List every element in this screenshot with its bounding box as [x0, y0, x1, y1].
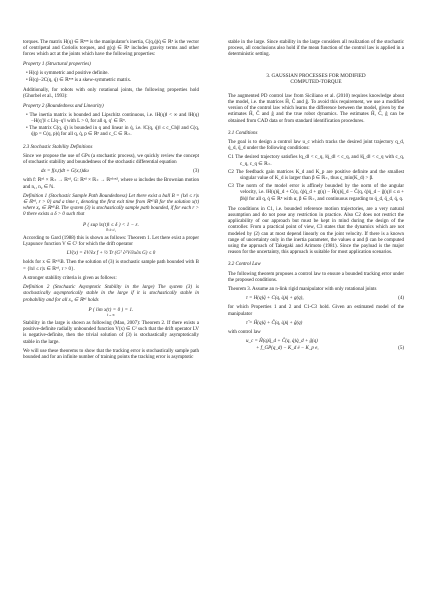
- paragraph: Since we propose the use of GPs (a stochastic process), we quickly review the concept of stochastic stability and boundedness of the stochastic differential equation: [23, 153, 199, 166]
- probability-equation: [23, 223, 199, 232]
- equation-body: τ = H(q)q̈ + C(q, q̇)q̇ + g(q),: [246, 296, 304, 302]
- equation-number: (5): [398, 345, 404, 351]
- equation-body: LV(x) = ∂V/∂x f + ½ Tr (Gᵀ ∂²V/∂x∂x G) ≤ 0: [66, 251, 156, 257]
- paragraph: The conditions in C1, i.e. bounded reference motion trajectories, are a very natural assumption and do not pose any restriction in practice. Also C2 does not restrict the applicability of our approach but must be kept in mind during the design of the controller. From a practical point of view, C3 states that the dynamics which are not modeled by (2) can at most depend linearly on the joint velocity. If there is a known range of uncertainty only in the inertia parameter, the values α and β can be computed using the approach of Takegaki and Arimoto (1981). Since the payload is the major reason for the uncertainty, this approach is suitable for most application scenarios.: [228, 206, 404, 256]
- paragraph: Additionally, for robots with only rotational joints, the following properties hold (Ghorbel et al., 1993):: [23, 88, 199, 100]
- list-item: • The inertia matrix is bounded and Lipschitz continuous, i.e. ‖H(q)‖ < ∞ and ‖H(q)−H(q′)‖ ≤ L‖q−q′‖ with L > 0, for all q, q′ ∈ ℝⁿ.: [23, 113, 199, 125]
- condition-item: C1 The desired trajectory satisfies ‖q_d‖ < c_q, ‖q̇_d‖ < c_q, and ‖q̈_d‖ < c_q with c_q, c_q, c_q ∈ ℝ₊.: [228, 155, 404, 167]
- section-heading-line: COMPUTED-TORQUE: [290, 79, 342, 86]
- paragraph: with f: ℝⁿ¹ × ℝ₊ → ℝⁿ¹, G: ℝⁿ¹ × ℝ₊ → ℝⁿ¹ˣⁿ², where ω includes the Brownian motion and n₁, n₂ ∈ ℕ.: [23, 178, 199, 190]
- equation-subscript: t→∞: [107, 312, 115, 317]
- subsection-heading: 3.1 Conditions: [228, 130, 258, 136]
- list-item: • H(q) is symmetric and positive definite.: [23, 71, 199, 77]
- property-title: Property 2 (Boundedness and Linearity): [23, 103, 104, 109]
- paragraph: The augmented PD control law from Siciliano et al. (2010) requires knowledge about the model, i.e. the matrices Ĥ, Ĉ and ĝ. To avoid this requirement, we use a modified version of the control law which learns the difference between the model, given by the estimates Ĥ, Ĉ and ĝ and the true robot dynamics. The estimates Ĥ, Ĉ, ĝ can be obtained from CAD data or from standard identification procedures.: [228, 93, 404, 124]
- list-item: • The matrix C(q, q̇) is bounded in q and linear in q̇, i.e. ‖C(q, q̇)‖ ≤ c_C‖q̇‖ and C(q, q̇)p = C(q, p)q̇ for all q, q̇, p ∈ ℝⁿ and c_C ∈ ℝ₊.: [23, 126, 199, 138]
- equation-number: (3): [193, 169, 199, 175]
- definition: Definition 1 (Stochastic Sample Path Boundedness) Let there exist a ball B = {‖x‖ ≤ r|x ∈ ℝⁿ¹, r > 0} and a time t₁ denoting the first exit time from ℝⁿ¹\B for the solution x(t) where x₀ ∈ ℝⁿ¹\B. The system (3) is stochastically sample path bounded, if for each r > 0 there exists a δ > 0 such that: [23, 193, 199, 218]
- paragraph: A stronger stability criteria is given as follows:: [23, 275, 117, 281]
- subsection-heading: 2.3 Stochastic Stability Definitions: [23, 144, 93, 150]
- equation-subscript: 0≤t≤t₁: [105, 227, 117, 232]
- equation-body: dx = f(x,t)dt + G(x,t)dω: [41, 169, 89, 175]
- equation-body: u_c = Ĥ(q)q̈_d + Ĉ(q, q̇)q̇_d + ĝ(q): [246, 339, 318, 345]
- paragraph: According to Gard (1988) this is shown as follows: Theorem 1. Let there exist a proper Lyapunov function V ∈ C² for which the drift operator: [23, 235, 199, 248]
- paragraph: for which Properties 1 and 2 and C1-C3 hold. Given an estimated model of the manipulator: [228, 305, 404, 317]
- equation: [228, 296, 404, 302]
- paragraph: Stability in the large is shown as following (Mao, 2007): Theorem 2. If there exists a positive-definite radially unbounded function V(x) ∈ C² such that the drift operator LV is negative-definite, then the trivial solution of (3) is stochastically asymptotically stable in the large.: [23, 320, 199, 345]
- property-title: Property 1 (Structural properties): [23, 61, 91, 67]
- equation: [23, 251, 199, 257]
- definition: Definition 2 (Stochastic Asymptotic Stability in the large) The system (3) is stochastically asymptotically stable in the large if it is stochastically stable in probability and for all x₀ ∈ ℝⁿ¹ holds: [23, 285, 199, 303]
- paragraph: We will use these theorems to show that the tracking error is stochastically sample path bounded and for an infinite number of training points the tracking error is asymptotic: [23, 348, 199, 360]
- paragraph: The goal is to design a control law u_c which tracks the desired joint trajectory q_d, q̇_d, q̈_d under the following conditions:: [228, 140, 404, 152]
- equation: [23, 169, 199, 175]
- equation-body: P ( sup ‖x(t)‖ ≤ δ ) < 1 − ε.: [83, 222, 139, 228]
- condition-item: C2 The feedback gain matrices K_d and K_p are positive definite and the smallest singular value of K_d is larger than β ∈ ℝ₊, thus ς_min(K_d) > β.: [228, 169, 404, 182]
- equation-body: + f_GP(q_d) − K_d ė − K_p e,: [256, 345, 319, 351]
- paragraph: with control law: [228, 330, 261, 336]
- equation-number: (4): [398, 296, 404, 302]
- equation: [228, 346, 404, 352]
- section-heading: [228, 73, 404, 86]
- paragraph: torques. The matrix H(q) ∈ ℝⁿˣⁿ is the manipulator's inertia, C(q,q̇)q̇ ∈ ℝⁿ is the vector of centripetal and Coriolis torques, and g(q) ∈ ℝⁿ includes gravity terms and other forces which act at the joints which have the following properties:: [23, 40, 199, 58]
- equation-body: P ( lim x(t) = 0 ) = 1.: [88, 307, 134, 313]
- paragraph: The following theorem proposes a control law to ensure a bounded tracking error under the proposed conditions.: [228, 271, 404, 283]
- probability-equation: [23, 308, 199, 317]
- paragraph: stable in the large. Since stability in the large considers all realization of the stochastic process, all conclusions also hold if the mean function of the control law is applied in a deterministic setting.: [228, 40, 404, 58]
- list-item: • Ḣ(q)−2C(q, q̇) ∈ ℝⁿˣⁿ is a skew-symmetric matrix.: [23, 78, 199, 84]
- left-column: [23, 40, 199, 364]
- paragraph: Theorem 3. Assume an n-link rigid manipulator with only rotational joints: [228, 287, 377, 293]
- subsection-heading: 3.2 Control Law: [228, 262, 261, 268]
- section-heading-line: 3. GAUSSIAN PROCESSES FOR MODIFIED: [266, 72, 366, 79]
- right-column: [228, 40, 404, 355]
- equation-body: τ̂ = Ĥ(q)q̈ + Ĉ(q, q̇)q̇ + ĝ(q): [246, 320, 303, 326]
- equation: [228, 321, 404, 327]
- condition-item: C3 The norm of the model error is affinely bounded by the norm of the angular velocity, i.e. ‖H(q)q̈_d + C(q, q̇)q̇_d + g(q) − Ĥ(q)q̈_d − Ĉ(q, q̇)q̇_d − ĝ(q)‖ ≤ α + β‖q̇‖ for all q, q̇ ∈ ℝⁿ with α, β ∈ ℝ₊, and continuous regarding to q̇_d, q̈_d, q̇, q.: [228, 184, 404, 202]
- paragraph: holds for x ∈ ℝⁿ¹\B. Then the solution of (3) is stochastic sample path bounded with B = {‖x‖ ≤ r|x ∈ ℝⁿ¹, r > 0}.: [23, 260, 199, 272]
